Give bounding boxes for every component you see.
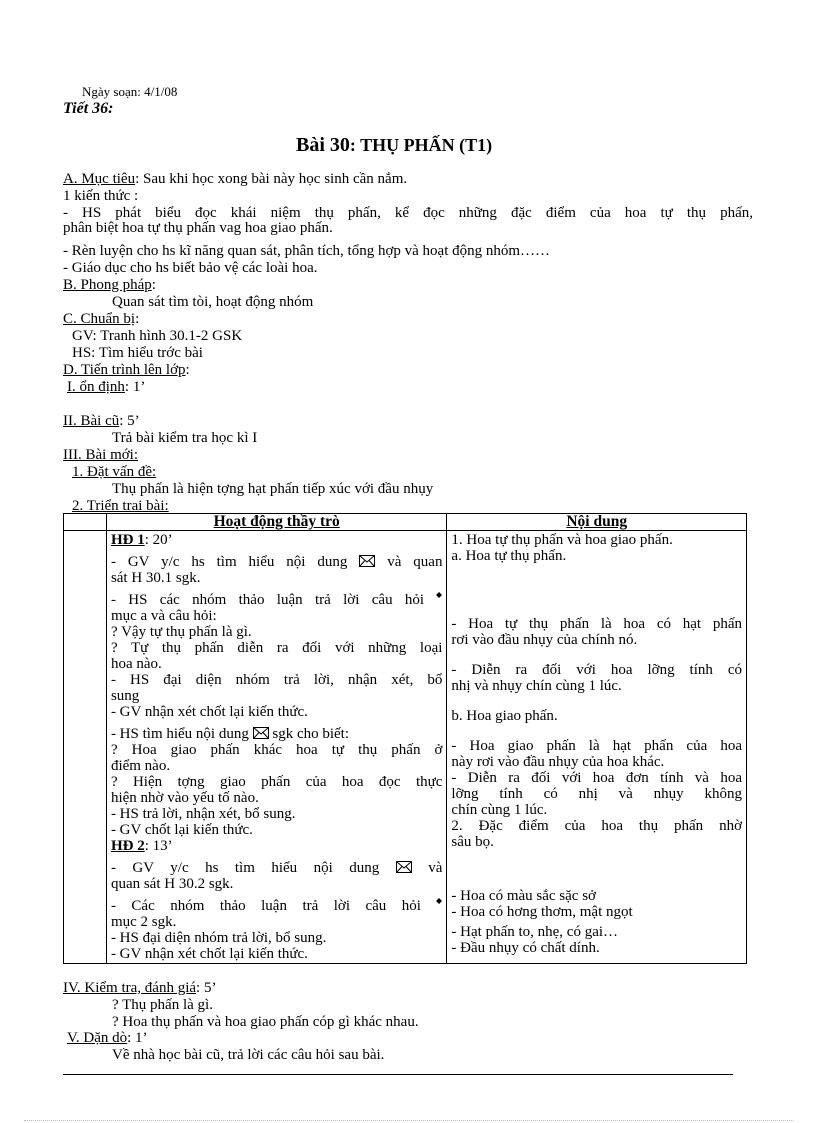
activity-b1: - GV y/c hs tìm hiểu nội dung [110, 860, 380, 876]
blank-header [64, 514, 107, 531]
content-c4: rơi vào đầu nhụy của chính nó. [451, 632, 638, 648]
old-lesson-heading: II. Bài cũ [63, 413, 120, 429]
activity-cell [106, 531, 446, 964]
hd1-time: : 20’ [144, 532, 173, 548]
stabilize-heading: I. ổn định [67, 379, 125, 395]
assessment-time: : 5’ [196, 980, 217, 996]
envelope-icon [359, 555, 375, 567]
activity-a1: - GV y/c hs tìm hiểu nội dung [110, 554, 348, 570]
hd2-label: HĐ 2 [110, 838, 145, 854]
lesson-activity-table [63, 513, 747, 964]
homework-heading: V. Dặn dò [67, 1030, 128, 1046]
assessment-line [63, 980, 216, 997]
content-c16: - Hoa có hơng thơm, mật ngọt [451, 904, 633, 920]
envelope-icon [396, 861, 412, 873]
method-heading-line [63, 277, 156, 294]
method-colon: : [151, 277, 156, 293]
activity-a7: hoa nào. [110, 656, 162, 672]
method-text: Quan sát tìm tòi, hoạt động nhóm [112, 294, 314, 310]
activity-b3: - Các nhóm thảo luận trả lời câu hỏi [110, 898, 421, 914]
assessment-q2: ? Hoa thụ phấn và hoa giao phấn cóp gì khác nhau. [112, 1014, 419, 1030]
attitude-line: - Giáo dục cho hs biết bảo vệ các loài hoa. [63, 260, 318, 276]
activity-a1b: và quan [387, 554, 443, 570]
assessment-heading: IV. Kiểm tra, đánh giá [63, 980, 197, 996]
lesson-number: Bài 30 [296, 134, 350, 156]
prep-gv: GV: Tranh hình 30.1-2 GSK [72, 328, 243, 344]
table-row [64, 531, 747, 964]
prep-hs: HS: Tìm hiểu trớc bài [72, 345, 203, 361]
activity-a12: ? Hoa giao phấn khác hoa tự thụ phấn ở [110, 742, 443, 758]
period-label: Tiết 36: [63, 100, 114, 117]
prep-colon: : [135, 311, 140, 327]
homework-time: : 1’ [127, 1030, 148, 1046]
content-c18: - Đầu nhụy có chất dính. [451, 940, 600, 956]
content-cell [447, 531, 747, 964]
content-c8: - Hoa giao phấn là hạt phấn của hoa [451, 738, 742, 754]
activity-b2: quan sát H 30.2 sgk. [110, 876, 234, 892]
bottom-rule [63, 1074, 733, 1075]
homework-text: Về nhà học bài cũ, trả lời các câu hỏi sau bài. [112, 1047, 385, 1063]
objectives-text: : Sau khi học xong bài này học sinh cần nắm. [135, 171, 408, 187]
blank-cell [64, 531, 107, 964]
content-c17: - Hạt phấn to, nhẹ, có gai… [451, 924, 619, 940]
lesson-name: : THỤ PHẤN (T1) [349, 135, 493, 155]
activity-a11: - HS tìm hiểu nội dung [110, 726, 249, 742]
activity-a15: hiện nhờ vào yếu tố nào. [110, 790, 259, 806]
procedure-heading: D. Tiến trình lên lớp [63, 362, 186, 378]
activity-a2: sát H 30.1 sgk. [110, 570, 201, 586]
old-lesson-text: Trả bài kiểm tra học kì I [112, 430, 258, 446]
envelope-icon [253, 727, 269, 739]
activity-a3: - HS các nhóm thảo luận trả lời câu hỏi [110, 592, 425, 608]
objectives-line [63, 171, 407, 188]
activity-a9: sung [110, 688, 140, 704]
prep-heading-line [63, 311, 139, 328]
content-c7: b. Hoa giao phấn. [451, 708, 558, 724]
content-c10: - Diễn ra đối với hoa đơn tính và hoa [451, 770, 742, 786]
skills-line: - Rèn luyện cho hs kĩ năng quan sát, phân tích, tổng hợp và hoạt động nhóm…… [63, 243, 551, 259]
content-c11: lỡng tính có nhị và nhụy không [451, 786, 742, 802]
content-c9: này rơi vào đầu nhụy của hoa khác. [451, 754, 665, 770]
content-c2: a. Hoa tự thụ phấn. [451, 548, 567, 564]
homework-line [67, 1030, 148, 1047]
activity-a14: ? Hiện tợng giao phấn của hoa đọc thực [110, 774, 443, 790]
hd2-time: : 13’ [144, 838, 173, 854]
content-column-header: Nội dung [447, 514, 747, 531]
content-c3: - Hoa tự thụ phấn là hoa có hạt phấn [451, 616, 742, 632]
content-c15: - Hoa có màu sắc sặc sở [451, 888, 596, 904]
procedure-colon: : [185, 362, 190, 378]
new-lesson-heading: III. Bài mới: [63, 447, 138, 463]
method-heading: B. Phong pháp [63, 277, 152, 293]
activity-b6: - GV nhận xét chốt lại kiến thức. [110, 946, 308, 962]
activity-b4: mục 2 sgk. [110, 914, 177, 930]
activity-b1b: và [428, 860, 443, 876]
content-c5: - Diễn ra đối với hoa lỡng tính có [451, 662, 742, 678]
content-c1: 1. Hoa tự thụ phấn và hoa giao phấn. [451, 532, 673, 548]
content-c13: 2. Đặc điểm của hoa thụ phấn nhờ [451, 818, 742, 834]
activity-a17: - GV chốt lại kiến thức. [110, 822, 253, 838]
assessment-q1: ? Thụ phấn là gì. [112, 997, 213, 1013]
content-c14: sâu bọ. [451, 834, 494, 850]
knowledge-line-2: phân biệt hoa tự thụ phấn vag hoa giao phấn. [63, 220, 333, 236]
prep-heading: C. Chuẩn bị [63, 311, 136, 327]
knowledge-line-1: - HS phát biểu đọc khái niệm thụ phấn, kể đọc những đặc điểm của hoa tự thụ phấn, [63, 205, 753, 221]
intro-text: Thụ phấn là hiện tợng hạt phấn tiếp xúc với đầu nhụy [112, 481, 434, 497]
procedure-heading-line [63, 362, 190, 379]
activity-b5: - HS đại diện nhóm trả lời, bổ sung. [110, 930, 327, 946]
diamond-bullet-icon [436, 592, 442, 598]
activity-a10: - GV nhận xét chốt lại kiến thức. [110, 704, 308, 720]
activity-a5: ? Vậy tự thụ phấn là gì. [110, 624, 252, 640]
hd1-label: HĐ 1 [110, 532, 145, 548]
stabilize-time: : 1’ [124, 379, 146, 395]
stabilize-line [67, 379, 145, 396]
develop-heading: 2. Triển trai bài: [72, 498, 169, 514]
page-dotted-edge [24, 1120, 794, 1121]
objectives-heading: A. Mục tiêu [63, 171, 136, 187]
knowledge-heading: 1 kiến thức : [63, 188, 139, 204]
activity-a13: điểm nào. [110, 758, 171, 774]
content-c6: nhị và nhụy chín cùng 1 lúc. [451, 678, 622, 694]
intro-heading: 1. Đặt vấn đề: [72, 464, 157, 480]
old-lesson-time: : 5’ [119, 413, 140, 429]
table-header-row [64, 514, 747, 531]
diamond-bullet-icon [436, 898, 442, 904]
content-c12: chín cùng 1 lúc. [451, 802, 548, 818]
activity-a6: ? Tự thụ phấn diễn ra đối với những loại [110, 640, 443, 656]
activity-column-header: Hoạt động thầy trò [106, 514, 446, 531]
lesson-title [296, 134, 492, 157]
activity-a8: - HS đại diện nhóm trả lời, nhận xét, bổ [110, 672, 443, 688]
old-lesson-line [63, 413, 140, 430]
activity-a16: - HS trả lời, nhận xét, bổ sung. [110, 806, 296, 822]
date-prepared: Ngày soạn: 4/1/08 [82, 84, 178, 99]
activity-a11b: sgk cho biết: [272, 726, 350, 742]
activity-a4: mục a và câu hỏi: [110, 608, 217, 624]
